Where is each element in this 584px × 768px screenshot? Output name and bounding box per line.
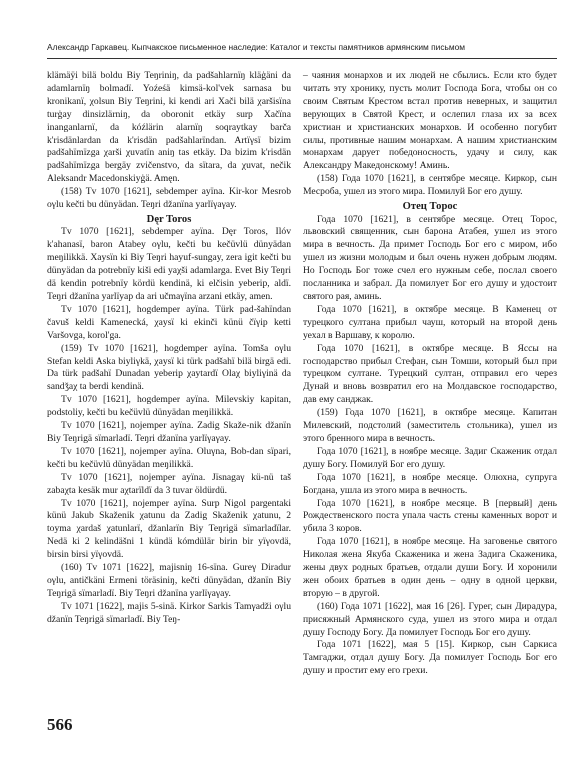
section-heading: Отец Торос: [402, 201, 458, 213]
paragraph: (159) Tv 1070 [1621], hogdemper ayïna. Tomša oγlu Stefan keldi Aska biyliγkä, χaysï ki türk padšahï bilä birgä edi. Da türk padšahï Dunadan yeberip χaytardï Olaχ biyliγinä da sandǯaχ ta berdi kendinä.: [47, 342, 291, 393]
left-column-kipchak-text: [47, 70, 291, 627]
paragraph: Года 1070 [1621], в сентябре месяце. Отец Торос, львовский священник, сын барона Атабея, ушел из этого мира в вечность. Да примет Господь Бог его с миром, ибо ушел из жизни молодым и был очень нужен добрым людям. Но Господь Бог тоже счел его нужным себе, послал своего посланника и забрал. Да помилует Бог его душу и удостоит святого рая, аминь.: [303, 213, 557, 302]
paragraph: Tv 1071 [1622], majis 5-sinä. Kirkor Sarkis Tamγadži oγlu džanïn Teŋrigä sïmarladï. Biy Teŋ-: [47, 600, 291, 625]
paragraph: Tv 1070 [1621], nojemper ayïna. Zadig Skaže-nik džanïn Biy Teŋrigä sïmarladï. Teŋri džanïna yarlïγaγay.: [47, 420, 291, 444]
paragraph: Tv 1070 [1621], hogdemper ayïna. Milevskiy kapitan, podstoliy, kečti bu kečüvlü dünyädan meŋilikkä.: [47, 394, 291, 419]
paragraph: – чаяния монархов и их людей не сбылись. Если кто будет читать эту хронику, пусть молит Господа Бога, чтобы он со своим Святым Крестом встал против неверных, и защитил верующих в Святой Крест, и ослепил глаза их за всех христиан и христианских монархов. И особенно погубит силы, противные нашим монархам. А нашим христианским монархам дарует победоносность, удачу и силу, как Александру Македонскому! Аминь.: [303, 70, 557, 172]
section-heading: Dęr Toros: [146, 213, 192, 225]
paragraph: Tv 1070 [1621], nojemper ayïna. Jïsnagaγ kü-nü taš zabaχta kesäk mur aχtarïldï da 3 tuvar öldürdü.: [47, 471, 291, 496]
paragraph: Tv 1070 [1621], nojemper ayïna. Surp Nigol pargentaki künü Jakub Skaženik χatunu da Zadig Skaženik χatunu, 2 toyma χardaš χatunlarï, džanlarïn Biy Teŋrigä sïmarladïlar. Nedä ki 2 kelindäšni 1 kündä kómdülär birin bir yïγovdä, birsin birsi yïγovdä.: [47, 497, 291, 561]
paragraph: Tv 1070 [1621], sebdemper ayïna. Dęr Toros, Ilóv k'ahanasï, baron Atabey oγlu, kečti bu kečüvlü dünyädan meŋilikkä. Xaysïn ki Biy Teŋri hayuf-sungay, zera igit kečti bu dünyädan da potrebnïy kiši edi yaχši adamlarga. Evet Biy Teŋri dä kendin potrebnïy kördü kendinä, ki elčisin yeberip, aldï. Teŋri džanïna yarlïyap da ari učmaγïna arzani etkäy, amen.: [47, 226, 291, 302]
paragraph: Года 1070 [1621], в октябре месяце. В Каменец от турецкого султана прибыл чауш, который на второй день уехал в Варшаву, к королю.: [303, 303, 557, 341]
paragraph: (160) Года 1071 [1622], мая 16 [26]. Гурег, сын Дирадура, присяжный Армянского суда, ушел из этого мира и отдал душу Господу Богу. Да помилует Господь Бог его душу.: [303, 600, 557, 638]
running-header: Александр Гаркавец. Кыпчакское письменное наследие: Каталог и тексты памятников армянским письмом: [47, 42, 466, 52]
paragraph: Года 1070 [1621], в ноябре месяце. В [первый] день Рождественского поста упала часть стены каменных ворот и убила 3 коров.: [303, 497, 557, 535]
paragraph: (159) Года 1070 [1621], в октябре месяце. Капитан Милевский, подстолий (заместитель стольника), ушел из этого бренного мира в вечность.: [303, 407, 557, 444]
paragraph: Года 1071 [1622], мая 5 [15]. Киркор, сын Саркиса Тамгаджи, отдал душу Богу. Да помилует Господь Бог его душу и простит ему его грехи.: [303, 639, 557, 677]
paragraph: (158) Tv 1070 [1621], sebdemper ayïna. Kir-kor Mesrob oγlu kečti bu dünyädan. Teŋri džanïna yarlïγaγay.: [47, 186, 291, 211]
paragraph: Года 1070 [1621], в октябре месяце. В Яссы на господарство прибыл Стефан, сын Томши, который был при турецком султане. Турецкий султан, отправил его через Дунай и вновь возвратил его на Молдавское господарство, дав ему санджак.: [303, 342, 557, 406]
paragraph: (160) Tv 1071 [1622], majisniŋ 16-sïna. Gureγ Diradur oγlu, antičkäni Ermeni töräsiniŋ, kečti dünyädan, džanïn Biy Teŋrigä sïmarladï. Biy Teŋri džanïna yarlïγaγay.: [47, 562, 291, 599]
paragraph: Tv 1070 [1621], hogdemper ayïna. Türk pad-šahïndan čavuš keldi Kamenecká, χaysï ki ekinči künü čïγip ketti Varšovga, korol'ga.: [47, 303, 291, 341]
paragraph: Года 1070 [1621], в ноябре месяце. Задиг Скаженик отдал душу Богу. Помилуй Бог его душу.: [303, 445, 557, 470]
paragraph: klämäÿi bilä boldu Biy Teŋriniŋ, da padšahlarnïŋ kläġäni da adamlarnïŋ bolmadï. Yoźeśä kimsä-kol'vek sarnasa bu kronikanï, χolsun Biy Teŋrini, ki kendi ari Xači bilä χaršisïna turġay dinsizlärniŋ, da oboronit etkäy surp Xačïna inanganlarnï, da kóźlärin alarnïŋ soqraytkay barčа k'risdänlardan da k'risdän padšahlarïndan. Artïγsï bizim padšahïmïzga χarši χuvatïn aniŋ tas etkäy. Da bizim k'risdän padšahïmïzga bergäy zvičenstvo, da sïtara, da χuvat, nečik Aleksandr Macedonskiyġä. Amęn.: [47, 70, 291, 185]
paragraph: Года 1070 [1621], в ноябре месяце. На заговенье святого Николая жена Якуба Скаженика и жена Задига Скаженика, жены двух родных братьев, отдали души Богу. И хоронили жен обоих братьев в один день – одну в одной церкви, вторую – в другой.: [303, 536, 557, 599]
paragraph: (158) Года 1070 [1621], в сентябре месяце. Киркор, сын Месроба, ушел из этого мира. Помилуй Бог его душу.: [303, 173, 557, 198]
page-number: 566: [47, 715, 73, 734]
header-rule: [47, 58, 557, 59]
paragraph: Года 1070 [1621], в ноябре месяце. Олюхна, супруга Богдана, ушла из этого мира в вечность.: [303, 471, 557, 496]
right-column-russian-translation: [303, 70, 557, 678]
paragraph: Tv 1070 [1621], nojemper ayïna. Oluγna, Bob-dan sïpari, kečti bu kečüvlü dünyädan meŋilikkä.: [47, 445, 291, 470]
